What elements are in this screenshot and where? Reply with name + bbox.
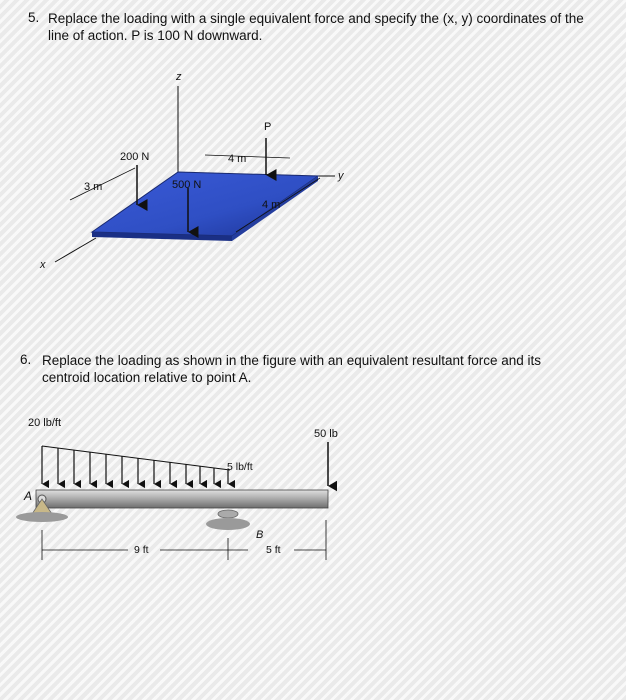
dim-right-label: 4 m — [262, 199, 281, 211]
dim-9ft-label: 9 ft — [134, 544, 149, 556]
distributed-load-top-line — [42, 446, 230, 470]
dim-left-label: 3 m — [84, 181, 103, 193]
force-200n-label: 200 N — [120, 151, 150, 163]
support-b-roller — [206, 510, 250, 530]
problem-5-number: 5. — [28, 10, 40, 25]
load-5lbft-label: 5 lb/ft — [227, 461, 253, 473]
dim-top-label: 4 m — [228, 153, 247, 165]
force-500n-label: 500 N — [172, 179, 202, 191]
problem-6-line-2: centroid location relative to point A. — [42, 370, 252, 385]
problem-5-line-2: line of action. P is 100 N downward. — [48, 28, 263, 43]
point-a-label: A — [24, 489, 33, 503]
point-b-label: B — [256, 529, 264, 541]
y-axis-label: y — [338, 170, 344, 182]
beam — [36, 490, 328, 508]
x-axis-label: x — [40, 259, 46, 271]
problem-6-line-1: Replace the loading as shown in the figure with an equivalent resultant force and its — [42, 353, 542, 368]
load-20lbft-label: 20 lb/ft — [28, 417, 62, 429]
problem-6-number: 6. — [20, 352, 32, 367]
dim-5ft-label: 5 ft — [266, 544, 281, 556]
force-p-label: P — [264, 121, 272, 133]
load-50lb-label: 50 lb — [314, 428, 338, 440]
z-axis-label: z — [176, 71, 182, 83]
problem-5-line-1: Replace the loading with a single equivalent force and specify the (x, y) coordinates of the — [48, 11, 584, 26]
distributed-load-arrows — [42, 446, 228, 484]
